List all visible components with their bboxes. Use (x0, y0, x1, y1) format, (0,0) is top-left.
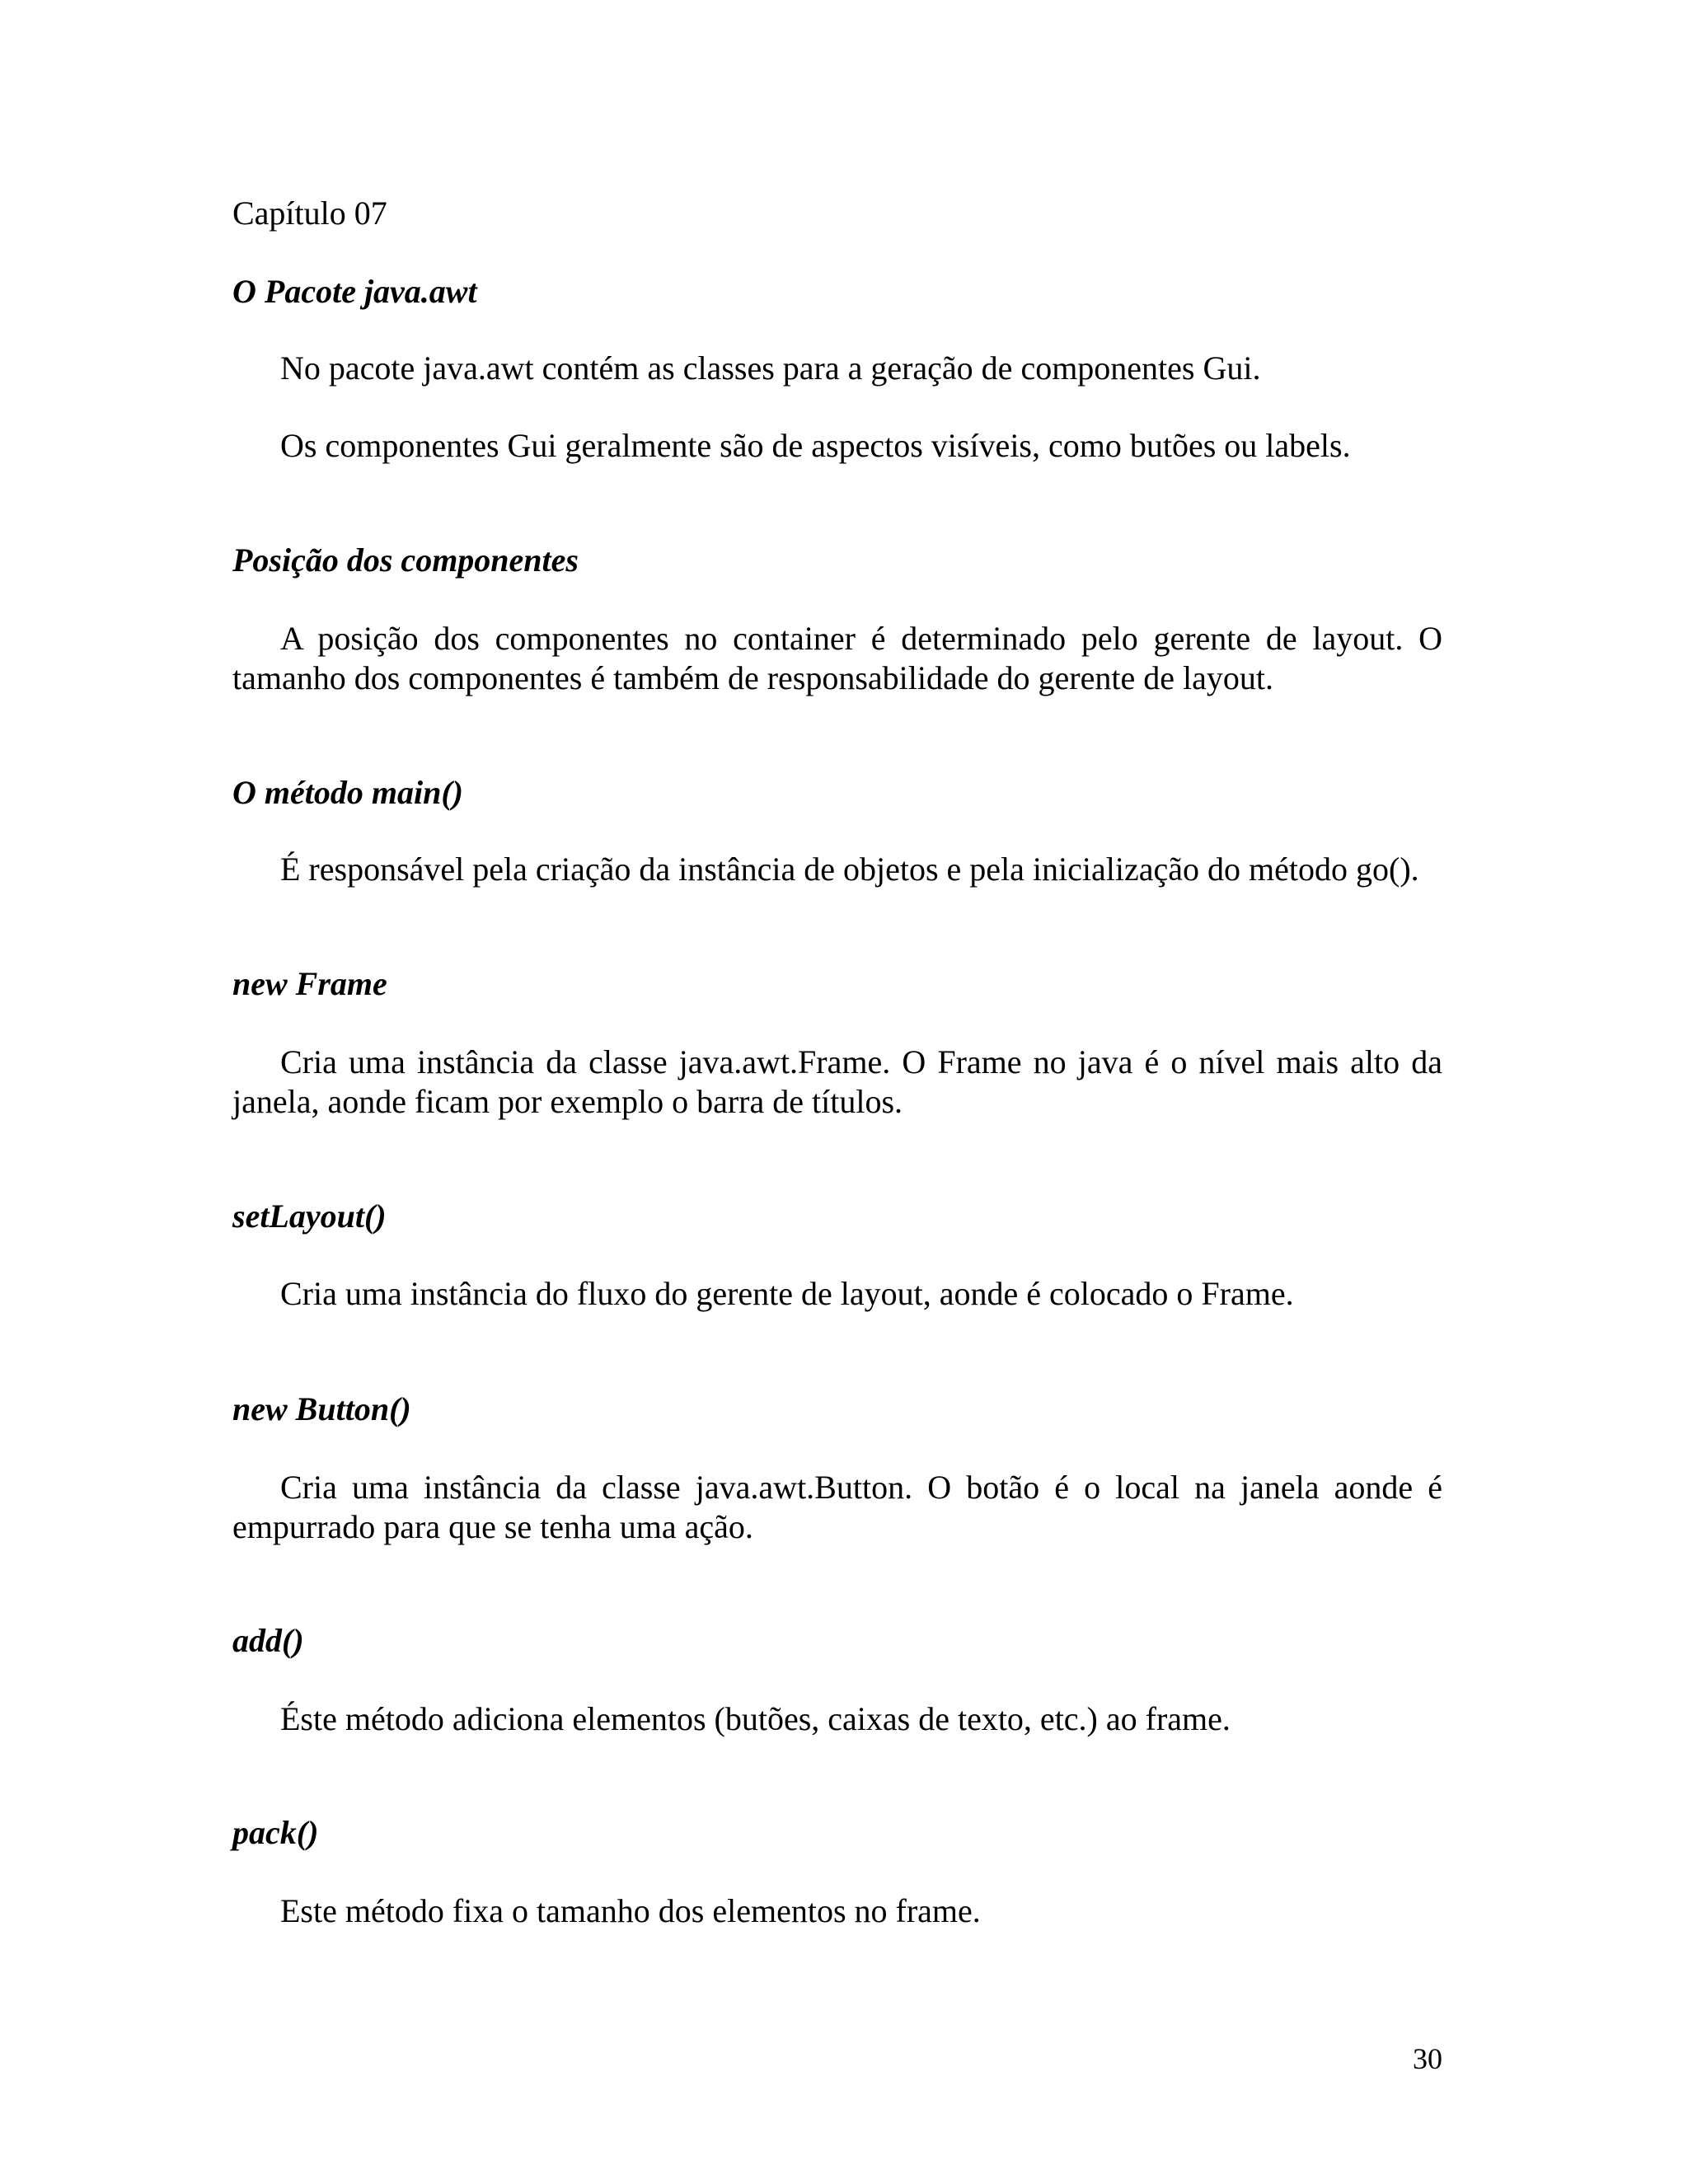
section-paragraph: Éste método adiciona elementos (butões, caixas de texto, etc.) ao frame. (280, 1700, 1231, 1737)
section-heading-setlayout: setLayout() (232, 1197, 387, 1235)
section-heading-pacote-java-awt: O Pacote java.awt (232, 273, 477, 310)
section-paragraph: Este método fixa o tamanho dos elementos no frame. (280, 1892, 981, 1929)
section-heading-pack: pack() (232, 1814, 319, 1851)
section-paragraph: Cria uma instância da classe java.awt.Frame. O Frame no java é o nível mais alto da janela, aonde ficam por exemplo o barra de títulos. (232, 1043, 1442, 1120)
section-heading-metodo-main: O método main() (232, 774, 463, 811)
section-paragraph: Cria uma instância da classe java.awt.Button. O botão é o local na janela aonde é empurrado para que se tenha uma ação. (232, 1469, 1442, 1545)
section-heading-posicao-componentes: Posição dos componentes (232, 541, 579, 579)
section-paragraph: Os componentes Gui geralmente são de aspectos visíveis, como butões ou labels. (280, 427, 1351, 464)
section-paragraph: A posição dos componentes no container é determinado pelo gerente de layout. O tamanho dos componentes é também de responsabilidade do gerente de layout. (232, 620, 1442, 696)
page-number: 30 (1413, 2042, 1442, 2075)
section-paragraph: Cria uma instância do fluxo do gerente de layout, aonde é colocado o Frame. (280, 1275, 1294, 1312)
section-heading-new-button: new Button() (232, 1390, 411, 1427)
document-page (232, 0, 1442, 2184)
chapter-label: Capítulo 07 (232, 194, 387, 232)
section-paragraph: No pacote java.awt contém as classes para a geração de componentes Gui. (280, 349, 1261, 387)
section-heading-new-frame: new Frame (232, 965, 387, 1002)
section-paragraph: É responsável pela criação da instância de objetos e pela inicialização do método go(). (280, 851, 1419, 888)
section-heading-add: add() (232, 1622, 304, 1659)
